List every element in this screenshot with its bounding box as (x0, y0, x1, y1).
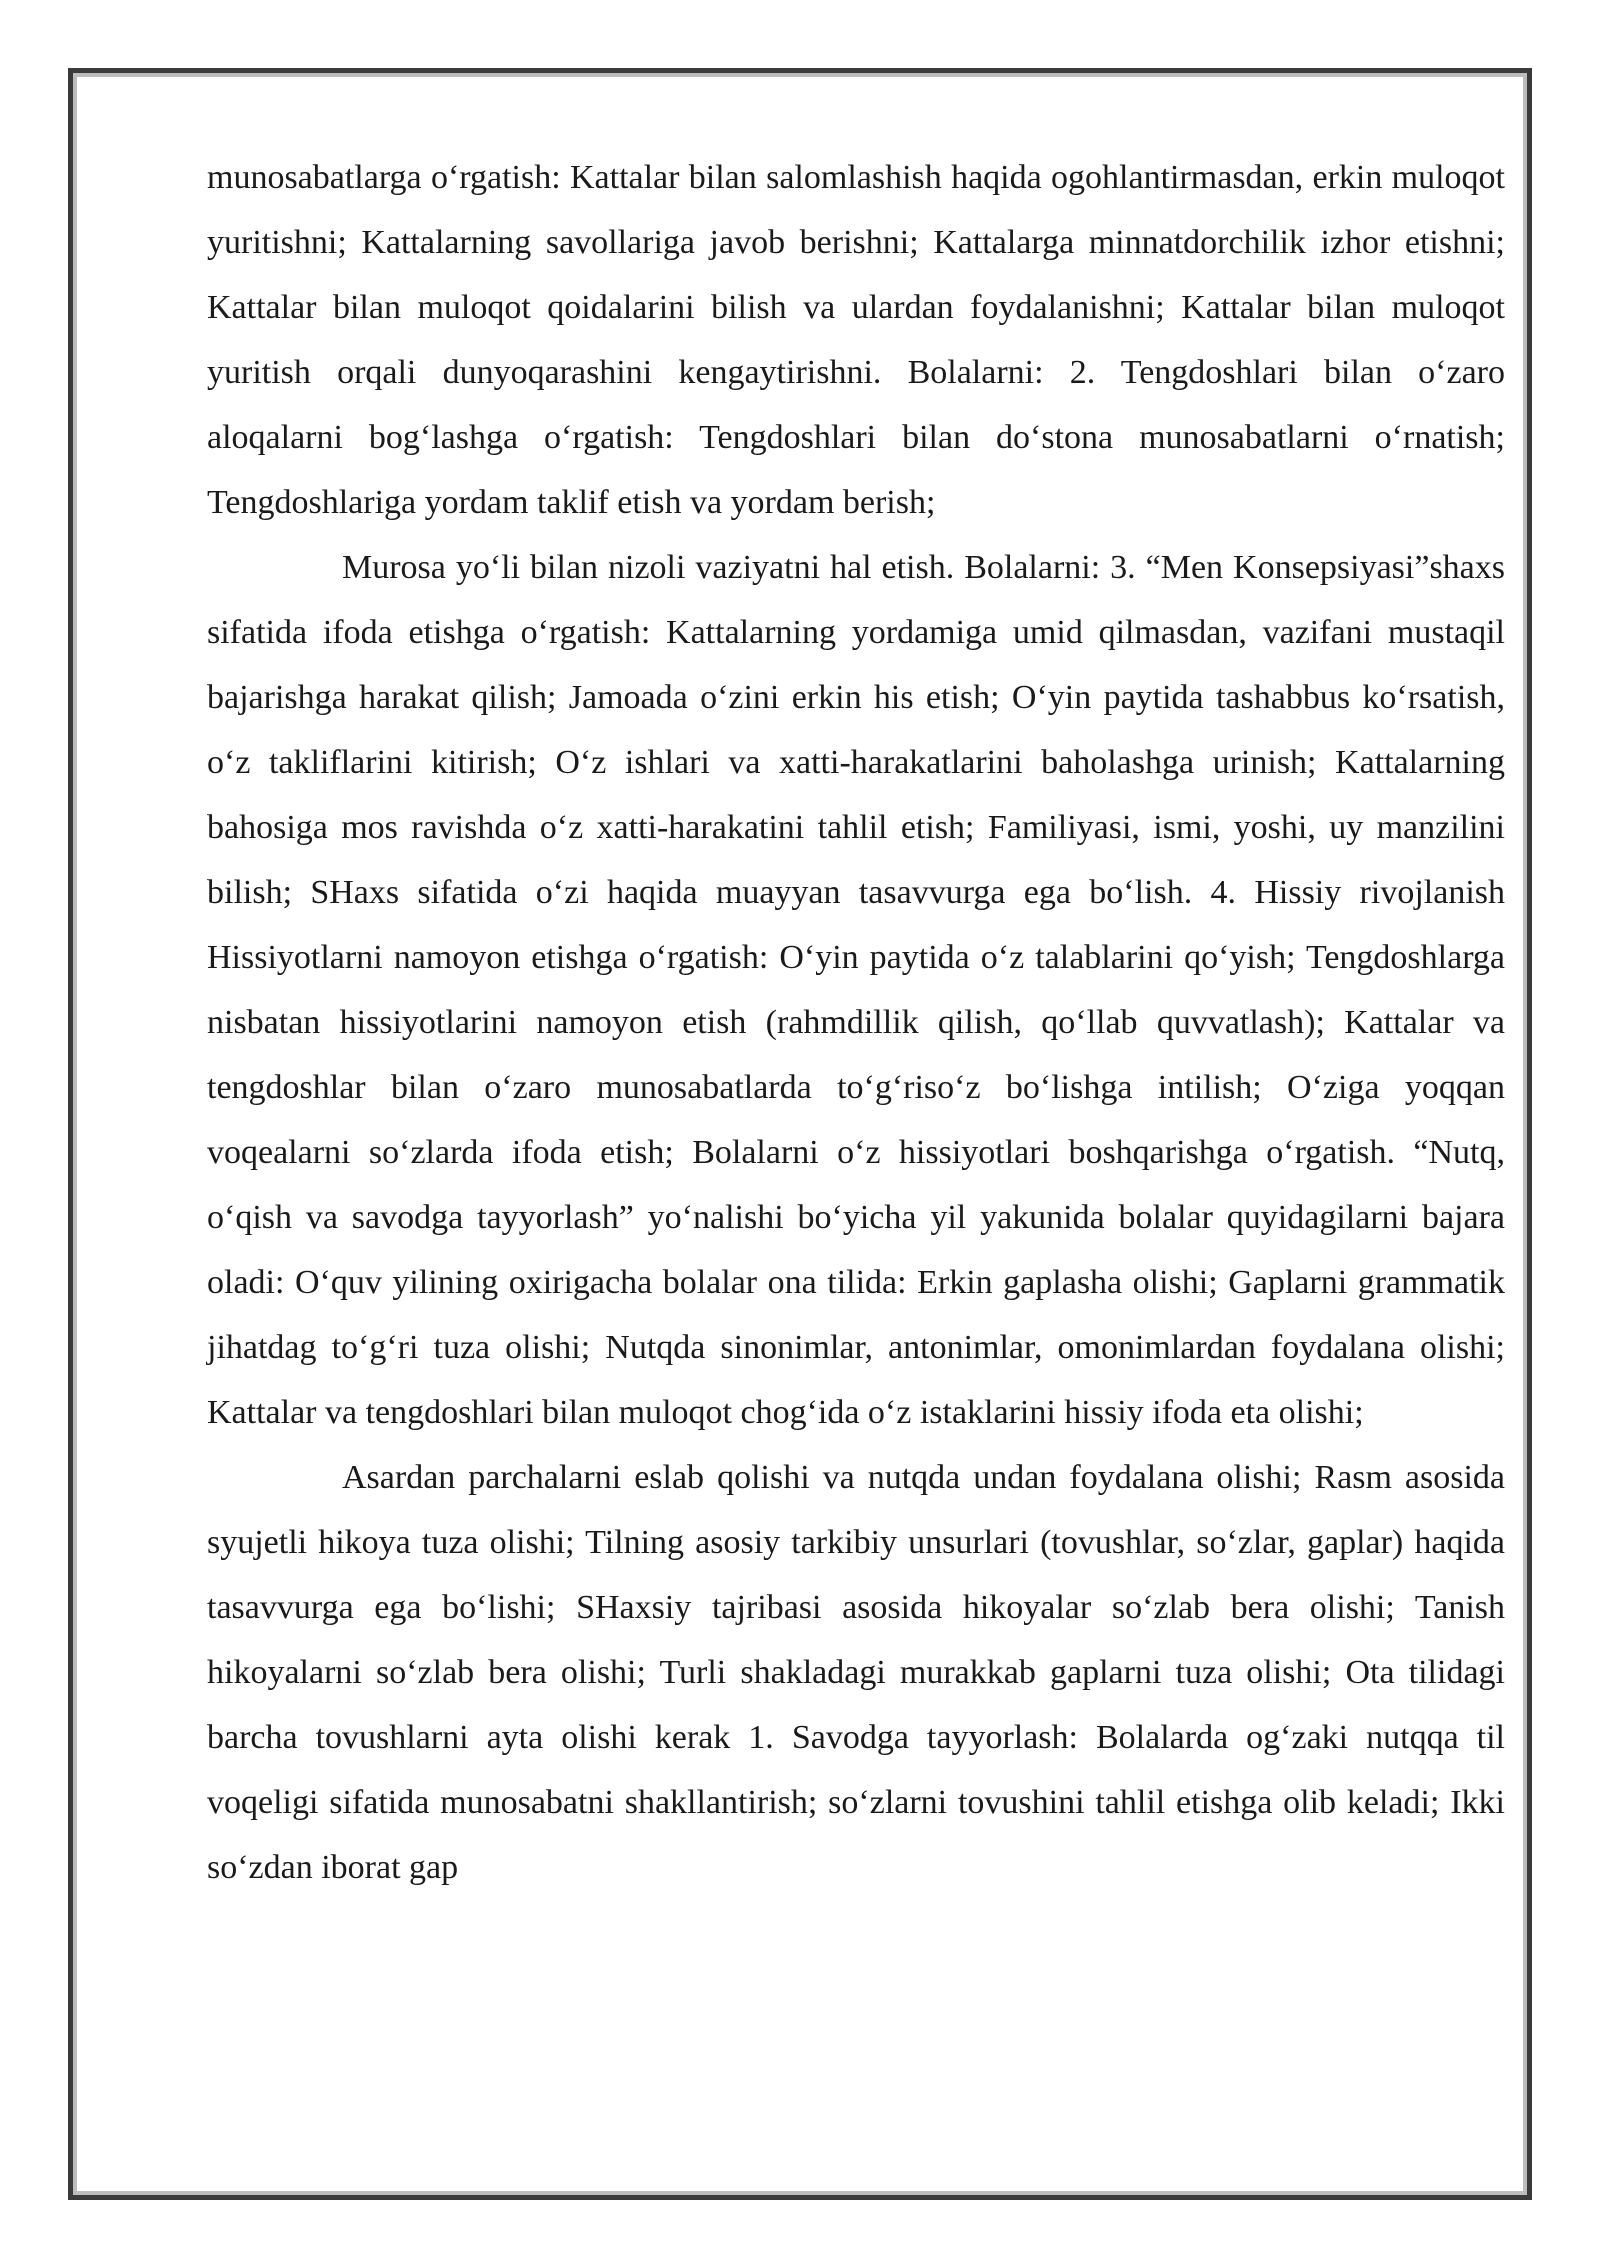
document-body (207, 145, 1505, 1900)
paragraph-3: Asardan parchalarni eslab qolishi va nutqda undan foydalana olishi; Rasm asosida syujetli hikoya tuza olishi; Tilning asosiy tarkibiy unsurlari (tovushlar, so‘zlar, gaplar) haqida tasavvurga ega bo‘lishi; SHaxsiy tajribasi asosida hikoyalar so‘zlab bera olishi; Tanish hikoyalarni so‘zlab bera olishi; Turli shakladagi murakkab gaplarni tuza olishi; Ota tilidagi barcha tovushlarni ayta olishi kerak 1. Savodga tayyorlash: Bolalarda og‘zaki nutqqa til voqeligi sifatida munosabatni shakllantirish; so‘zlarni tovushini tahlil etishga olib keladi; Ikki so‘zdan iborat gap (207, 1459, 1505, 1886)
paragraph-1: munosabatlarga o‘rgatish: Kattalar bilan salomlashish haqida ogohlantirmasdan, erkin muloqot yuritishni; Kattalarning savollariga javob berishni; Kattalarga minnatdorchilik izhor etishni; Kattalar bilan muloqot qoidalarini bilish va ulardan foydalanishni; Kattalar bilan muloqot yuritish orqali dunyoqarashini kengaytirishni. Bolalarni: 2. Tengdoshlari bilan o‘zaro aloqalarni bog‘lashga o‘rgatish: Tengdoshlari bilan do‘stona munosabatlarni o‘rnatish; Tengdoshlariga yordam taklif etish va yordam berish; (207, 159, 1505, 521)
paragraph-2: Murosa yo‘li bilan nizoli vaziyatni hal etish. Bolalarni: 3. “Men Konsepsiyasi”shaxs sifatida ifoda etishga o‘rgatish: Kattalarning yordamiga umid qilmasdan, vazifani mustaqil bajarishga harakat qilish; Jamoada o‘zini erkin his etish; O‘yin paytida tashabbus ko‘rsatish, o‘z takliflarini kitirish; O‘z ishlari va xatti-harakatlarini baholashga urinish; Kattalarning bahosiga mos ravishda o‘z xatti-harakatini tahlil etish; Familiyasi, ismi, yoshi, uy manzilini bilish; SHaxs sifatida o‘zi haqida muayyan tasavvurga ega bo‘lish. 4. Hissiy rivojlanish Hissiyotlarni namoyon etishga o‘rgatish: O‘yin paytida o‘z talablarini qo‘yish; Tengdoshlarga nisbatan hissiyotlarini namoyon etish (rahmdillik qilish, qo‘llab quvvatlash); Kattalar va tengdoshlar bilan o‘zaro munosabatlarda to‘g‘riso‘z bo‘lishga intilish; O‘ziga yoqqan voqealarni so‘zlarda ifoda etish; Bolalarni o‘z hissiyotlari boshqarishga o‘rgatish. “Nutq, o‘qish va savodga tayyorlash” yo‘nalishi bo‘yicha yil yakunida bolalar quyidagilarni bajara oladi: O‘quv yilining oxirigacha bolalar ona tilida: Erkin gaplasha olishi; Gaplarni grammatik jihatdag to‘g‘ri tuza olishi; Nutqda sinonimlar, antonimlar, omonimlardan foydalana olishi; Kattalar va tengdoshlari bilan muloqot chog‘ida o‘z istaklarini hissiy ifoda eta olishi; (207, 549, 1505, 1431)
